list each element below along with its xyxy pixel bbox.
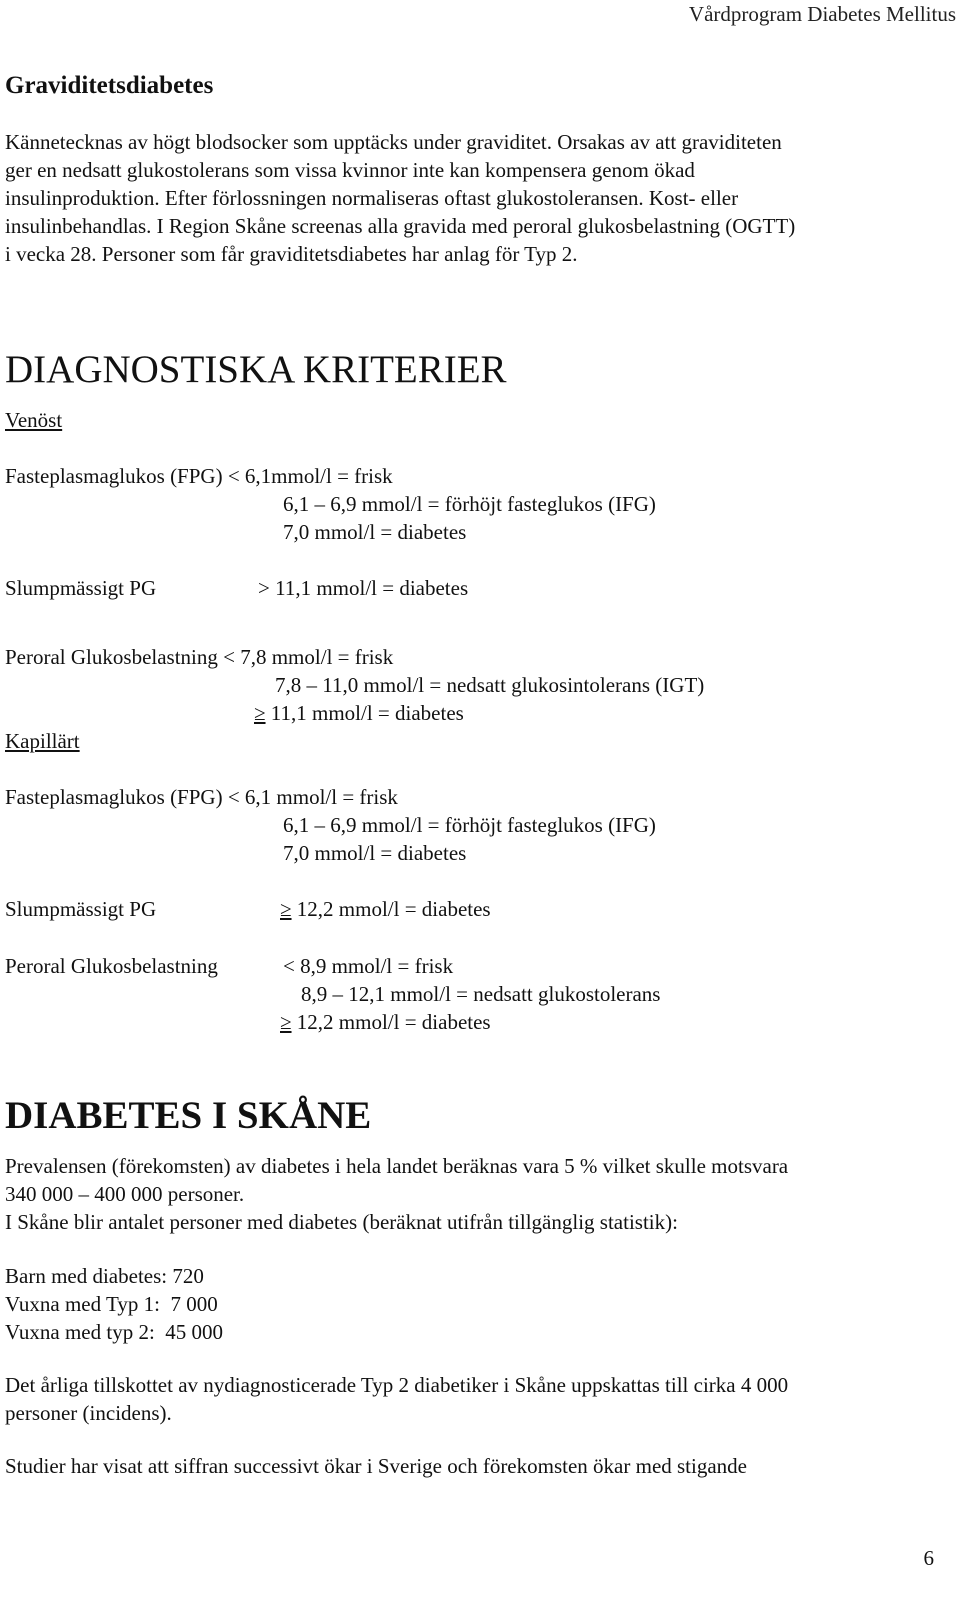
section-heading-criteria: DIAGNOSTISKA KRITERIER	[5, 348, 507, 391]
venous-random-label: Slumpmässigt PG	[5, 576, 157, 600]
paragraph-line: ger en nedsatt glukostolerans som vissa kvinnor inte kan kompensera genom ökad	[5, 158, 695, 182]
capillary-fpg-line1: Fasteplasmaglukos (FPG) < 6,1 mmol/l = frisk	[5, 785, 398, 809]
skane-count-intro: I Skåne blir antalet personer med diabetes (beräknat utifrån tillgänglig statistik):	[5, 1210, 678, 1234]
section-heading-skane: DIABETES I SKÅNE	[5, 1094, 372, 1137]
page-number: 6	[923, 1546, 934, 1570]
children-count: Barn med diabetes: 720	[5, 1264, 204, 1288]
incidence-line1: Det årliga tillskottet av nydiagnosticerade Typ 2 diabetiker i Skåne uppskattas till cirka 4 000	[5, 1373, 789, 1397]
paragraph-line: insulinproduktion. Efter förlossningen normaliseras oftast glukostoleransen. Kost- eller	[5, 186, 739, 210]
venous-ogtt-line2: 7,8 – 11,0 mmol/l = nedsatt glukosintolerans (IGT)	[275, 673, 705, 697]
capillary-ogtt-line3-text: 12,2 mmol/l = diabetes	[291, 1010, 491, 1034]
capillary-label: Kapillärt	[5, 729, 80, 753]
incidence-line2: personer (incidens).	[5, 1401, 172, 1425]
venous-ogtt-line1: Peroral Glukosbelastning < 7,8 mmol/l = frisk	[5, 645, 394, 669]
capillary-ogtt-line2: 8,9 – 12,1 mmol/l = nedsatt glukostolerans	[301, 982, 661, 1006]
prevalence-line1: Prevalensen (förekomsten) av diabetes i hela landet beräknas vara 5 % vilket skulle motsvara	[5, 1154, 789, 1178]
capillary-random-text: 12,2 mmol/l = diabetes	[291, 897, 491, 921]
greater-equal-symbol: ≥	[280, 1010, 292, 1034]
venous-fpg-line1: Fasteplasmaglukos (FPG) < 6,1mmol/l = frisk	[5, 464, 393, 488]
studies-line: Studier har visat att siffran successivt ökar i Sverige och förekomsten ökar med stigande	[5, 1454, 747, 1478]
capillary-fpg-line2: 6,1 – 6,9 mmol/l = förhöjt fasteglukos (IFG)	[283, 813, 656, 837]
capillary-ogtt-line1: < 8,9 mmol/l = frisk	[283, 954, 454, 978]
adults-type2-count: Vuxna med typ 2: 45 000	[5, 1320, 224, 1344]
paragraph-line: Kännetecknas av högt blodsocker som upptäcks under graviditet. Orsakas av att graviditeten	[5, 130, 782, 154]
capillary-random-value	[280, 897, 491, 921]
capillary-fpg-line3: 7,0 mmol/l = diabetes	[283, 841, 467, 865]
venous-fpg-line2: 6,1 – 6,9 mmol/l = förhöjt fasteglukos (IFG)	[283, 492, 656, 516]
capillary-ogtt-line3	[280, 1010, 491, 1034]
running-header: Vårdprogram Diabetes Mellitus	[688, 2, 956, 26]
prevalence-line2: 340 000 – 400 000 personer.	[5, 1182, 245, 1206]
greater-equal-symbol: ≥	[254, 701, 266, 725]
section-heading-gestational: Graviditetsdiabetes	[5, 72, 214, 99]
venous-fpg-line3: 7,0 mmol/l = diabetes	[283, 520, 467, 544]
adults-type1-count: Vuxna med Typ 1: 7 000	[5, 1292, 218, 1316]
venous-ogtt-line3	[254, 701, 464, 725]
venous-label: Venöst	[5, 408, 63, 432]
capillary-random-label: Slumpmässigt PG	[5, 897, 157, 921]
paragraph-line: i vecka 28. Personer som får graviditetsdiabetes har anlag för Typ 2.	[5, 242, 578, 266]
capillary-ogtt-label: Peroral Glukosbelastning	[5, 954, 218, 978]
venous-ogtt-line3-text: 11,1 mmol/l = diabetes	[265, 701, 464, 725]
greater-equal-symbol: ≥	[280, 897, 292, 921]
paragraph-line: insulinbehandlas. I Region Skåne screenas alla gravida med peroral glukosbelastning (OGTT)	[5, 214, 796, 238]
venous-random-value: > 11,1 mmol/l = diabetes	[258, 576, 469, 600]
